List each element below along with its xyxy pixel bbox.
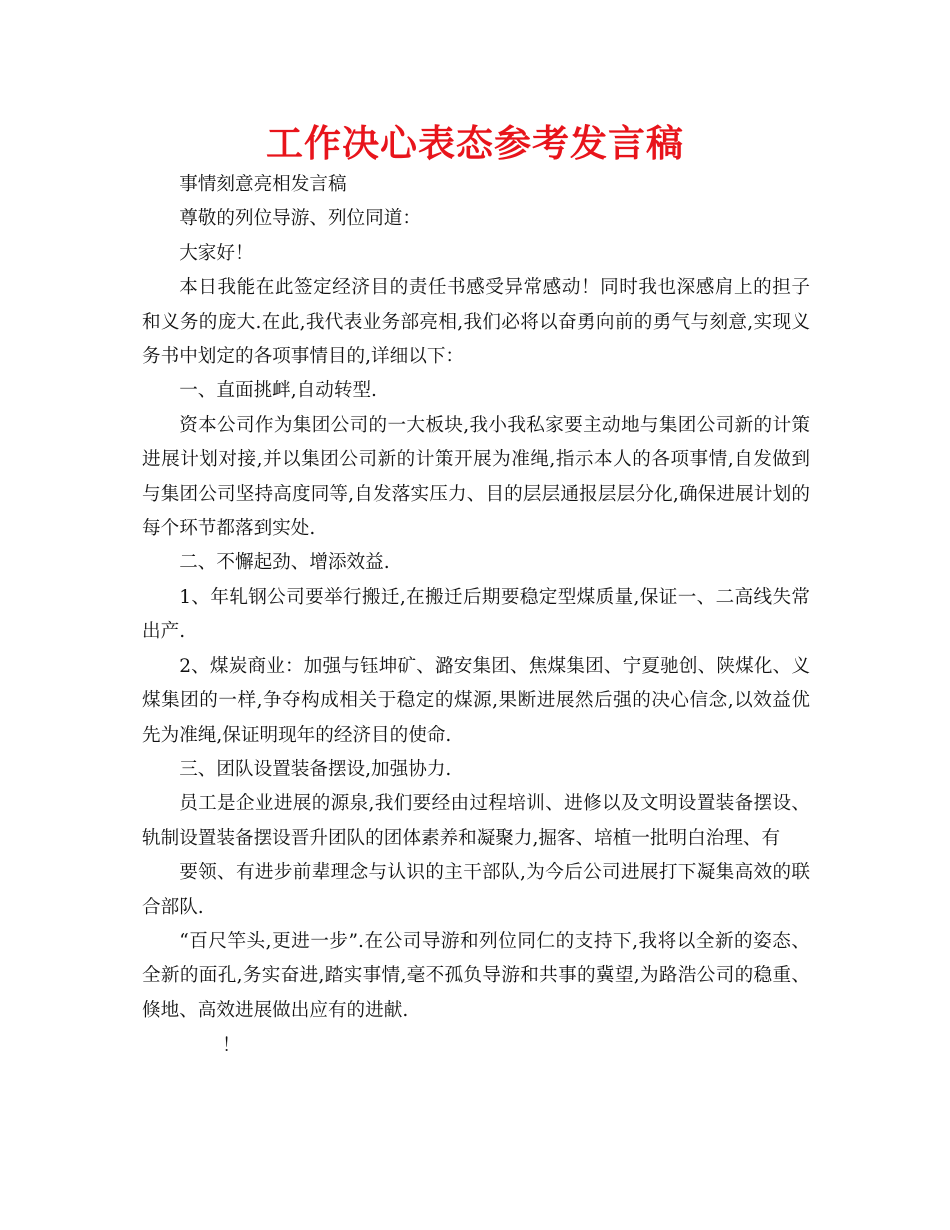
section-heading-2: 二、不懈起劲、增添效益. bbox=[179, 552, 390, 574]
section-2-item-2: 2、煤炭商业：加强与钰坤矿、潞安集团、焦煤集团、宁夏驰创、陕煤化、义煤集团的一样,争夺构成相关于稳定的煤源,果断进展然后强的决心信念,以效益优先为准绳,保证明现年的经济目的使命. bbox=[142, 655, 810, 746]
section-heading-1: 一、直面挑衅,自动转型. bbox=[179, 380, 377, 402]
greeting: 大家好！ bbox=[179, 242, 254, 264]
closing-exclamation: ！ bbox=[222, 1035, 241, 1057]
intro-paragraph: 本日我能在此签定经济目的责任书感受异常感动！同时我也深感肩上的担子和义务的庞大.在此,我代表业务部亮相,我们必将以奋勇向前的勇气与刻意,实现义务书中划定的各项事情目的,详细以下： bbox=[142, 277, 810, 368]
section-heading-3: 三、团队设置装备摆设,加强协力. bbox=[179, 758, 452, 780]
section-2-item-1: 1、年轧钢公司要举行搬迁,在搬迁后期要稳定型煤质量,保证一、二高线失常出产. bbox=[142, 586, 810, 643]
document-body bbox=[142, 168, 810, 1064]
section-3-paragraph: 员工是企业进展的源泉,我们要经由过程培训、进修以及文明设置装备摆设、轨制设置装备摆设晋升团队的团体素养和凝聚力,掘客、培植一批明白治理、有 bbox=[142, 793, 810, 849]
section-3-continuation: 要领、有进步前辈理念与认识的主干部队,为今后公司进展打下凝集高效的联合部队. bbox=[142, 862, 810, 918]
document-title: 工作决心表态参考发言稿 bbox=[266, 122, 684, 165]
speech-subtitle: 事情刻意亮相发言稿 bbox=[179, 174, 347, 195]
salutation: 尊敬的列位导游、列位同道： bbox=[179, 208, 421, 230]
closing-paragraph: “百尺竿头,更进一步”.在公司导游和列位同仁的支持下,我将以全新的姿态、全新的面孔,务实奋进,踏实事情,毫不孤负导游和共事的冀望,为路浩公司的稳重、倏地、高效进展做出应有的进献. bbox=[142, 930, 810, 1021]
section-1-paragraph: 资本公司作为集团公司的一大板块,我小我私家要主动地与集团公司新的计策进展计划对接,并以集团公司新的计策开展为准绳,指示本人的各项事情,自发做到与集团公司坚持高度同等,自发落实压力、目的层层通报层层分化,确保进展计划的每个环节都落到实处. bbox=[142, 414, 810, 540]
